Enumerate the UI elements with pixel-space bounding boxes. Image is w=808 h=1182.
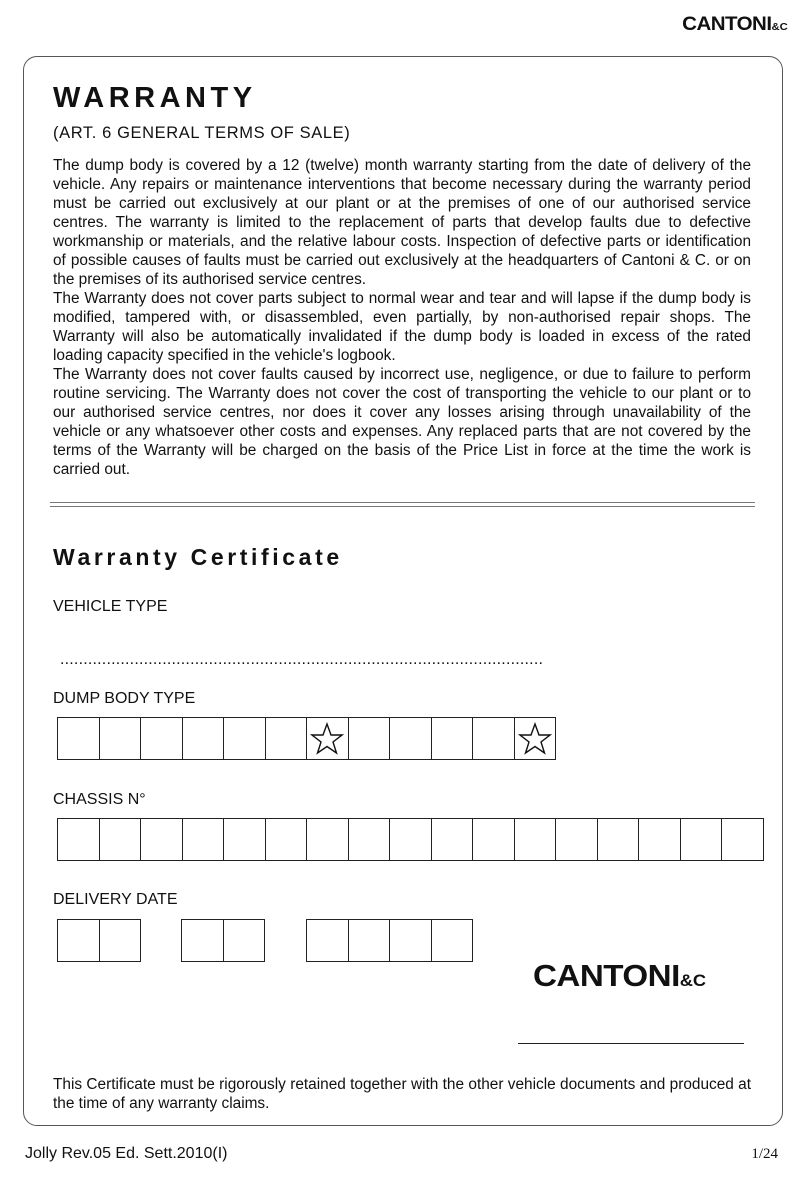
brand-logo-header — [682, 14, 788, 36]
section-divider — [50, 502, 755, 507]
delivery-date-group — [181, 919, 265, 962]
warranty-subtitle: (ART. 6 GENERAL TERMS OF SALE) — [53, 124, 351, 142]
entry-box[interactable] — [58, 717, 100, 760]
entry-box[interactable] — [182, 919, 224, 962]
brand-logo-stamp — [533, 958, 706, 994]
entry-box[interactable] — [266, 717, 308, 760]
entry-box[interactable] — [141, 717, 183, 760]
entry-box[interactable] — [349, 818, 391, 861]
entry-box[interactable] — [58, 919, 100, 962]
warranty-title: WARRANTY — [53, 82, 257, 114]
entry-box[interactable] — [349, 919, 391, 962]
delivery-date-group — [306, 919, 473, 962]
entry-box[interactable] — [100, 717, 142, 760]
entry-box[interactable] — [183, 818, 225, 861]
entry-box[interactable] — [473, 818, 515, 861]
entry-box[interactable] — [556, 818, 598, 861]
vehicle-type-label: VEHICLE TYPE — [53, 598, 168, 615]
warranty-paragraph: The Warranty does not cover parts subject to normal wear and tear and will lapse if the dump body is modified, tampered with, or disassembled, even partially, by non-authorised repair shops. The Warranty will also be automatically invalidated if the dump body is loaded in excess of the rated loading capacity specified in the vehicle's logbook. — [53, 290, 751, 364]
entry-box[interactable] — [224, 818, 266, 861]
warranty-paragraph: The dump body is covered by a 12 (twelve) month warranty starting from the date of delivery of the vehicle. Any repairs or maintenance interventions that become necessary during the warranty period must be carried out exclusively at our plant or at the premises of one of our authorised service centres. The warranty is limited to the replacement of parts that develop faults due to defective workmanship or materials, and the relative labour costs. Inspection of defective parts or identification of possible causes of faults must be carried out exclusively at the headquarters of Cantoni & C. or on the premises of its authorised service centres. — [53, 157, 751, 288]
entry-box[interactable] — [307, 919, 349, 962]
warranty-paragraph: The Warranty does not cover faults caused by incorrect use, negligence, or due to failure to perform routine servicing. The Warranty does not cover the cost of transporting the vehicle to our plant or to our authorised service centres, nor does it cover any losses arising through unavailability of the vehicle or any whatsoever other costs and expenses. Any replaced parts that are not covered by the terms of the Warranty will be charged on the basis of the Price List in force at the time the work is carried out. — [53, 366, 751, 478]
signature-line — [518, 1043, 744, 1044]
certificate-note: This Certificate must be rigorously retained together with the other vehicle documents and produced at the time of any warranty claims. — [53, 1076, 751, 1112]
entry-box[interactable] — [307, 818, 349, 861]
chassis-number-label: CHASSIS N° — [53, 791, 146, 808]
entry-box[interactable] — [100, 919, 142, 962]
dump-body-type-label: DUMP BODY TYPE — [53, 690, 196, 707]
entry-box[interactable] — [598, 818, 640, 861]
brand-logo-text: CANTONI — [682, 14, 772, 35]
entry-box[interactable] — [390, 919, 432, 962]
entry-box[interactable] — [58, 818, 100, 861]
vehicle-type-field[interactable]: ........................................................................................................ — [60, 651, 544, 668]
entry-box[interactable] — [473, 717, 515, 760]
brand-logo-amp: &C — [679, 971, 707, 990]
entry-box[interactable] — [722, 818, 764, 861]
page-number: 1/24 — [751, 1146, 778, 1162]
dump-body-type-boxes — [57, 717, 556, 760]
entry-box[interactable] — [224, 717, 266, 760]
entry-box[interactable] — [141, 818, 183, 861]
star-box[interactable] — [515, 717, 557, 760]
delivery-date-label: DELIVERY DATE — [53, 891, 178, 908]
entry-box[interactable] — [432, 919, 474, 962]
star-icon — [310, 722, 344, 756]
chassis-number-boxes — [57, 818, 764, 861]
entry-box[interactable] — [183, 717, 225, 760]
warranty-terms — [53, 156, 751, 479]
entry-box[interactable] — [390, 717, 432, 760]
entry-box[interactable] — [349, 717, 391, 760]
entry-box[interactable] — [266, 818, 308, 861]
star-icon — [518, 722, 552, 756]
entry-box[interactable] — [100, 818, 142, 861]
revision-info: Jolly Rev.05 Ed. Sett.2010(I) — [25, 1145, 228, 1162]
entry-box[interactable] — [224, 919, 266, 962]
brand-logo-text: CANTONI — [533, 958, 680, 993]
entry-box[interactable] — [515, 818, 557, 861]
brand-logo-amp: &C — [771, 22, 788, 33]
entry-box[interactable] — [432, 818, 474, 861]
delivery-date-group — [57, 919, 141, 962]
star-box[interactable] — [307, 717, 349, 760]
certificate-title: Warranty Certificate — [53, 544, 343, 570]
entry-box[interactable] — [432, 717, 474, 760]
entry-box[interactable] — [639, 818, 681, 861]
entry-box[interactable] — [390, 818, 432, 861]
entry-box[interactable] — [681, 818, 723, 861]
